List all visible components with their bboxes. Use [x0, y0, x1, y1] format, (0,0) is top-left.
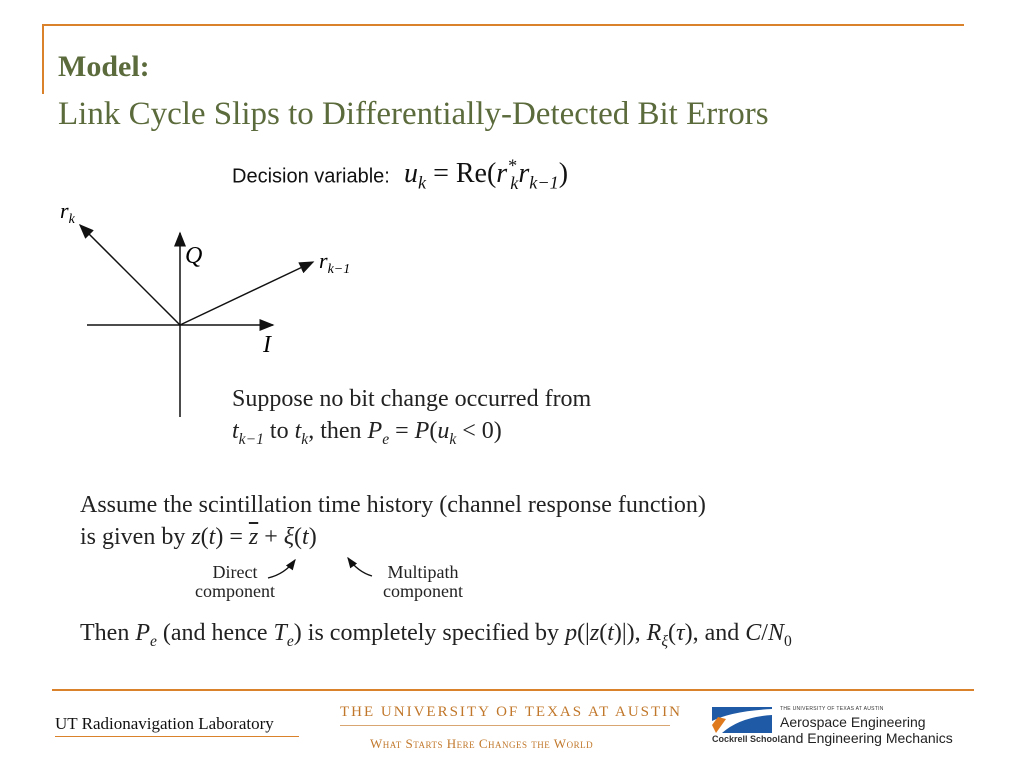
lab-underline — [55, 736, 299, 737]
header-rule — [42, 24, 964, 26]
then-mid2: ) is completely specified by — [293, 620, 566, 646]
multipath-line1: Multipath — [387, 562, 459, 582]
slide-subtitle: Link Cycle Slips to Differentially-Detected Bit Errors — [58, 96, 769, 132]
rk-label: $r_k$ — [60, 198, 75, 227]
assume-prefix: is given by — [80, 524, 192, 550]
rk-1-label: $r_{k-1}$ — [319, 248, 351, 277]
multipath-line2: component — [383, 581, 463, 601]
then-prefix: Then — [80, 620, 136, 646]
to-word: to — [263, 418, 295, 444]
then-mid1: (and hence — [156, 620, 274, 646]
ut-divider — [340, 725, 670, 726]
cockrell-label: Cockrell School — [712, 734, 781, 744]
rk-1-vector — [180, 262, 313, 325]
decision-equation: $u_k = Re(r^*_kr_{k-1})$ — [403, 156, 569, 193]
decision-label: Decision variable: — [232, 165, 390, 188]
then-and: , and — [692, 620, 746, 646]
decision-variable — [232, 156, 568, 194]
then-word: , then — [308, 418, 368, 444]
direct-line1: Direct — [212, 562, 258, 582]
suppose-line1: Suppose no bit change occurred from — [232, 386, 592, 412]
then-statement: Then $P_e$ (and hence $T_e$) is completely specified by p(|z(t)|), $R_\xi(\tau)$, and $C/N_0$ — [80, 620, 792, 650]
direct-line2: component — [195, 581, 275, 601]
header-side-bar — [42, 24, 44, 94]
multipath-component-label — [368, 563, 478, 601]
footer-rule — [52, 689, 974, 691]
ae-university-label: THE UNIVERSITY OF TEXAS AT AUSTIN — [780, 706, 884, 712]
direct-component-label — [180, 563, 290, 601]
cockrell-logo-icon — [712, 707, 772, 733]
rk-vector — [80, 225, 180, 325]
lab-name: UT Radionavigation Laboratory — [55, 714, 274, 733]
slide-title: Model: — [58, 50, 150, 83]
ut-name: THE UNIVERSITY OF TEXAS AT AUSTIN — [340, 704, 682, 720]
ut-motto: What Starts Here Changes the World — [370, 736, 594, 751]
assume-line1: Assume the scintillation time history (channel response function) — [80, 492, 706, 518]
assume-line2: is given by $z(t) = \overline{z} + \xi(t)$ — [80, 524, 317, 550]
ae-line1: Aerospace Engineering — [780, 714, 926, 730]
ae-line2: and Engineering Mechanics — [780, 730, 953, 746]
i-axis-label: I — [263, 332, 271, 358]
suppose-line2: $t_{k-1}$ to $t_k$, then $P_e = P(u_k < 0)$ — [232, 418, 502, 448]
q-axis-label: Q — [185, 243, 203, 269]
